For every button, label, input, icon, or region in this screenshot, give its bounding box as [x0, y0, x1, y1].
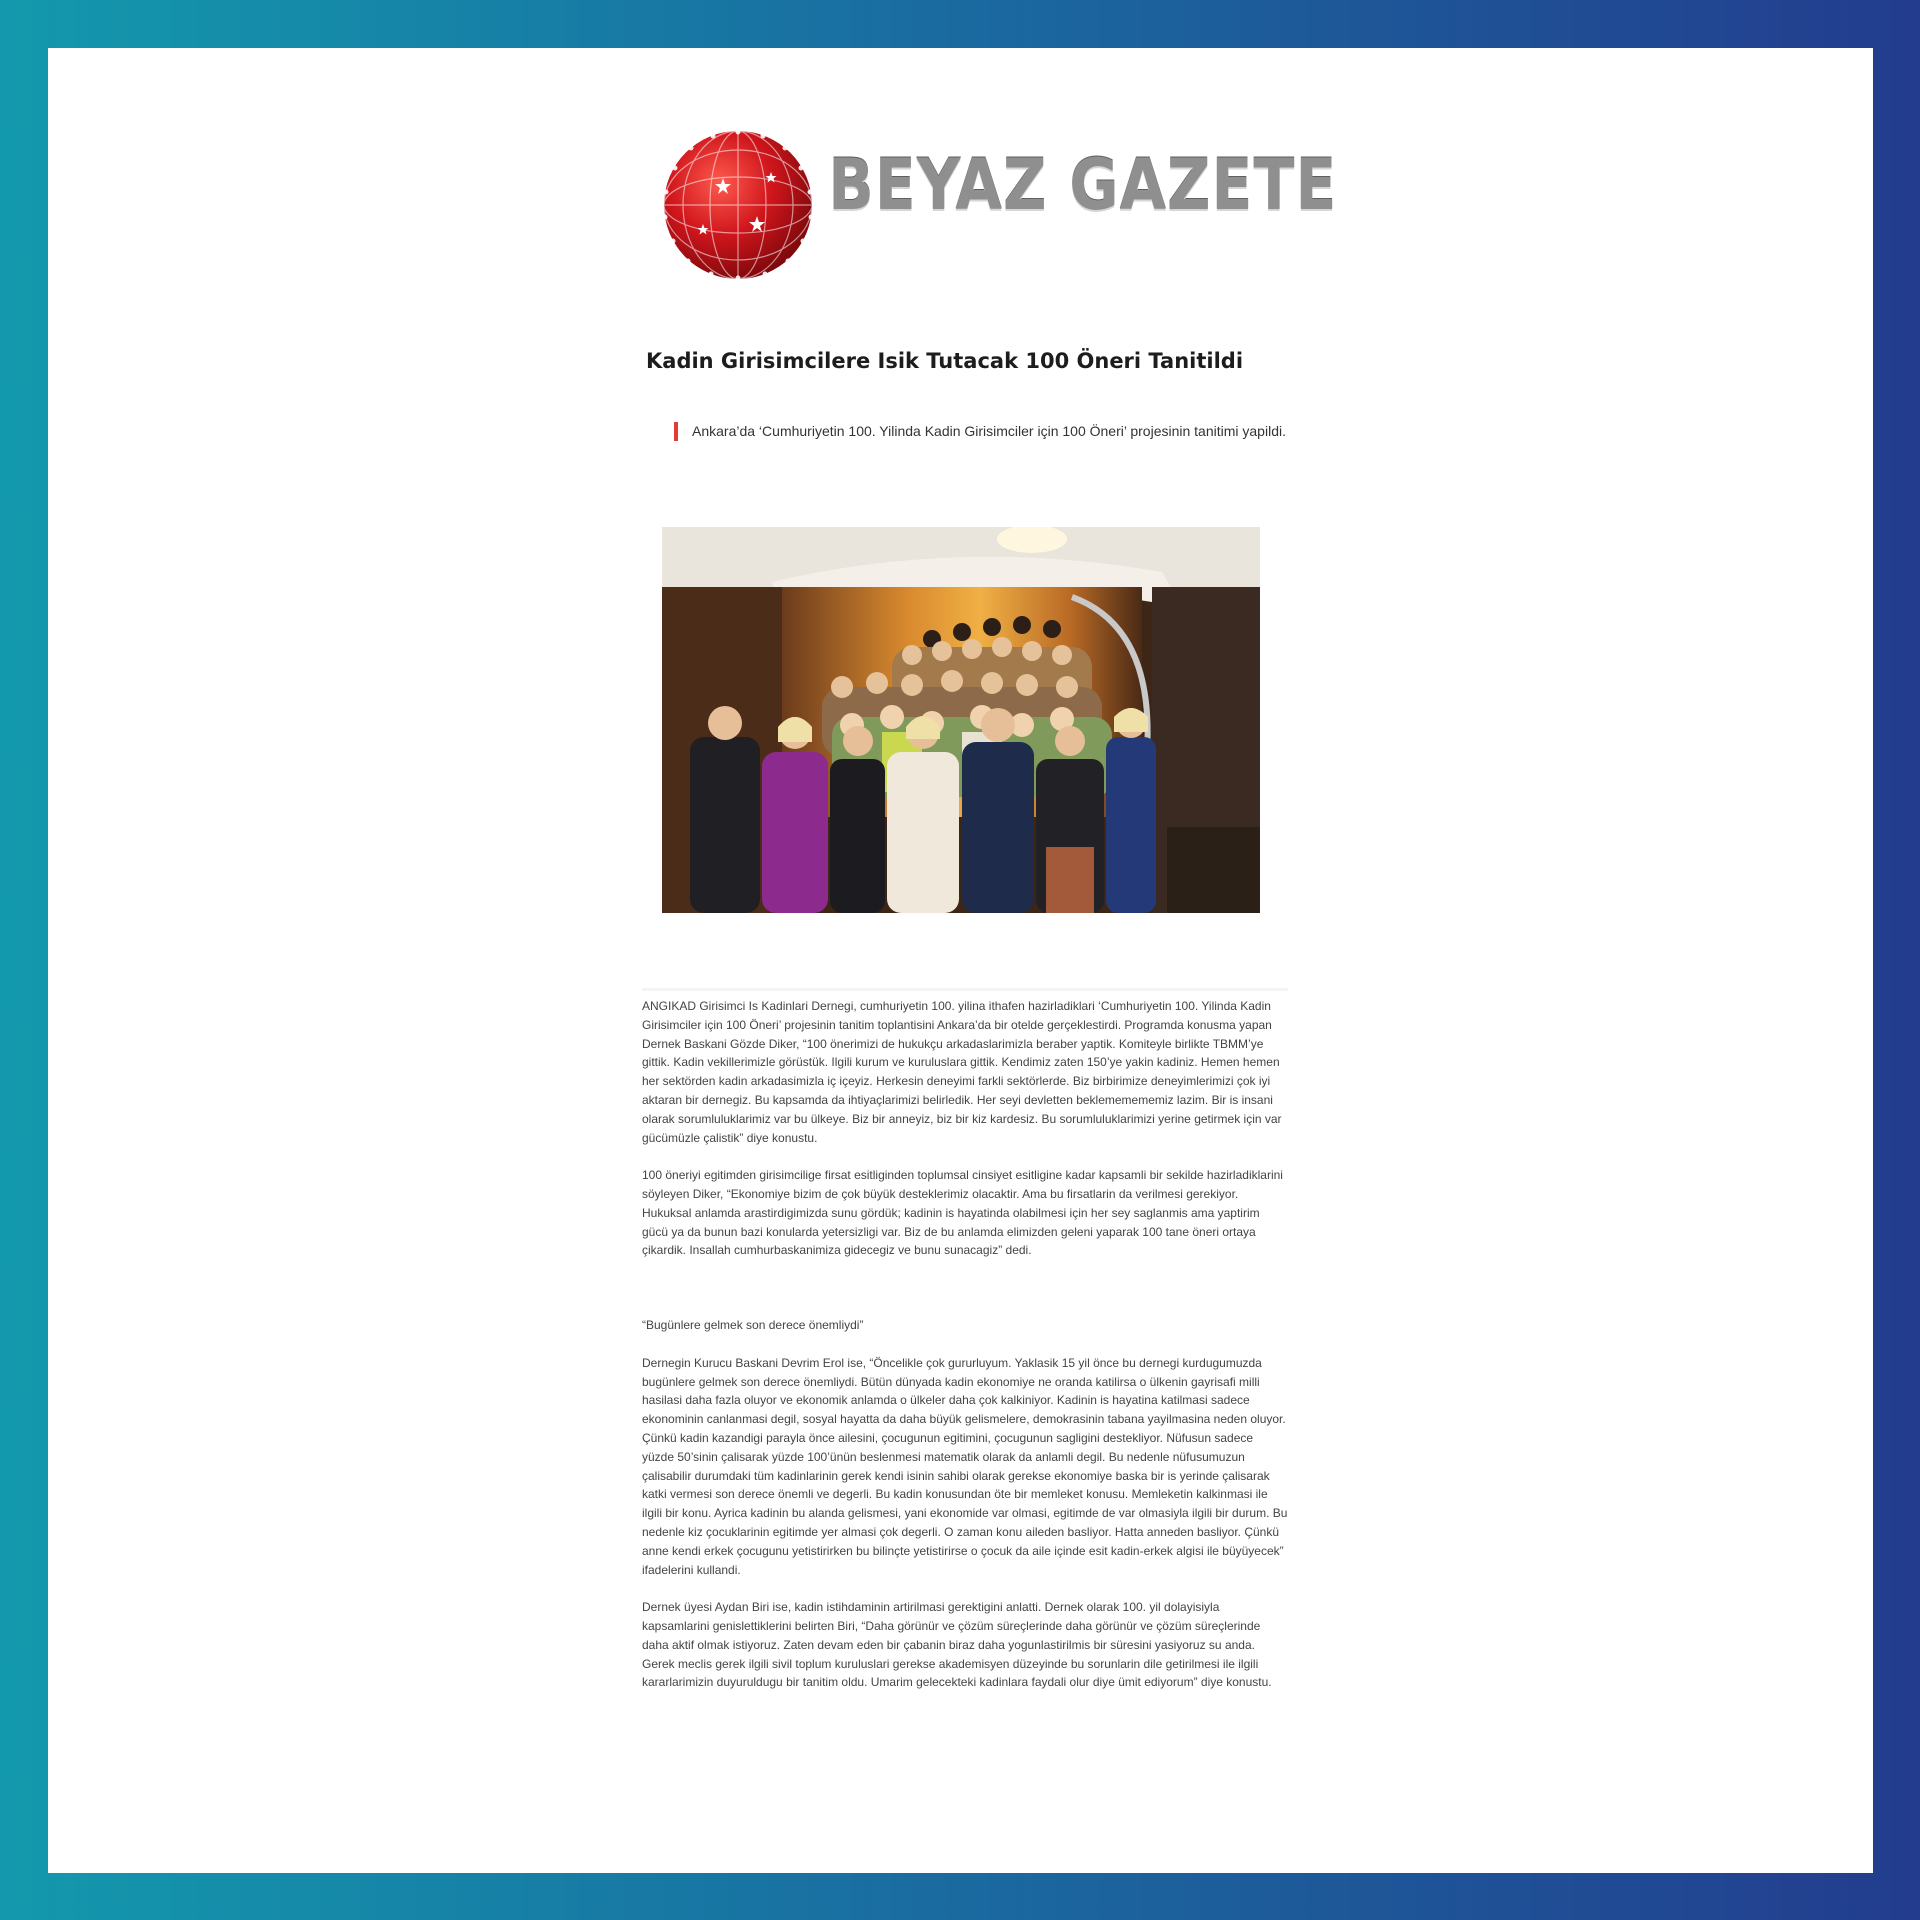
article-paragraph: ANGIKAD Girisimci Is Kadinlari Dernegi, cumhuriyetin 100. yilina ithafen hazirladiklari ‘Cumhuriyetin 100. Yilinda Kadin Girisimciler için 100 Öneri’ projesinin tanitim toplantisini Ankara’da bir otelde gerçeklestirdi. Programda konusma yapan Dernek Baskani Gözde Diker, “100 önerimizi de hukukçu arkadaslarimizla beraber yaptik. Komiteyle birlikte TBMM’ye gittik. Kadin vekillerimizle görüstük. Ilgili kurum ve kuruluslara gittik. Kendimiz zaten 150’ye yakin kadiniz. Hemen hemen her sektörden kadin arkadasimizla iç içeyiz. Herkesin deneyimi farkli sektörlerde. Biz birbirimize deneyimlerimizi çok iyi aktaran bir dernegiz. Bu kapsamda da ihtiyaçlarimizi belirledik. Her seyi devletten beklememememiz lazim. Bir is insani olarak sorumluluklarimiz var bu ülkeye. Biz bir anneyiz, biz bir kiz kardesiz. Bu sorumluluklarimizi yerine getirmek için var gücümüzle çalistik” diye konustu.: [642, 999, 1282, 1145]
article-clipping: [48, 48, 1873, 1873]
article-paragraph: Dernek üyesi Aydan Biri ise, kadin istihdaminin artirilmasi gerektigini anlatti. Dernek olarak 100. yil dolayisiyla kapsamlarini genislettiklerini belirten Biri, “Daha görünür ve çözüm süreçlerinde daha görünür ve çözüm süreçlerinde daha aktif olmak istiyoruz. Zaten devam eden bir çabanin biraz daha yogunlastirilmis bir süresini yasiyoruz su anda. Gerek meclis gerek ilgili sivil toplum kuruluslari gerekse akademisyen düzeyinde bu sorunlarin dile getirilmesi ile ilgili kararlarimizin duyuruldugu bir tanitim oldu. Umarim gelecekteki kadinlara faydali olur diye ümit ediyorum” diye konustu.: [642, 1600, 1272, 1690]
article-paragraph: 100 öneriyi egitimden girisimcilige firsat esitliginden toplumsal cinsiyet esitligine kadar kapsamli bir sekilde hazirladiklarini söyleyen Diker, “Ekonomiye bizim de çok büyük desteklerimiz olacaktir. Ama bu firsatlarin da verilmesi gerekiyor. Hukuksal anlamda arastirdigimizda sunu gördük; kadinin is hayatinda olabilmesi için her sey saglanmis ama yaptirim gücü ya da bunun bazi konularda yetersizligi var. Biz de bu anlamda elimizden geleni yaparak 100 tane öneri ortaya çikardik. Insallah cumhurbaskanimiza gidecegiz ve bunu sunacagiz” dedi.: [642, 1168, 1283, 1258]
newspaper-logo: [653, 120, 1338, 290]
article-body: [642, 988, 1288, 1711]
article-paragraph: Dernegin Kurucu Baskani Devrim Erol ise, “Öncelikle çok gururluyum. Yaklasik 15 yil önce bu dernegi kurdugumuzda bugünlere gelmek son derece önemliydi. Bütün dünyada kadin ekonomiye ne oranda katilirsa o ülkenin gayrisafi milli hasilasi daha fazla oluyor ve ekonomik anlamda o ülkeler daha çok kalkiniyor. Kadinin is hayatina katilmasi sadece ekonominin canlanmasi degil, sosyal hayatta da daha büyük gelismelere, demokrasinin tabana yayilmasina neden oluyor. Çünkü kadin kazandigi parayla önce ailesini, çocugunun egitimini, çocugunun sagligini destekliyor. Nüfusun sadece yüzde 50’sinin çalisarak yüzde 100’ünün beslenmesi matematik olarak da anlamli degil. Bu nedenle nüfusumuzun çalisabilir durumdaki tüm kadinlarinin gerek kendi isinin sahibi olarak gerekse ekonomiye baska bir is yerinde çalisarak katki vermesi son derece önemli ve degerli. Bu kadin konusundan öte bir memleket konusu. Memleketin kalkinmasi ile ilgili bir konu. Ayrica kadinin bu alanda gelismesi, yani ekonomide var olmasi, egitimde de var olmasiyla ilgili bir durum. Bu nedenle kiz çocuklarinin egitimde yer almasi çok degerli. O zaman konu aileden basliyor. Hatta anneden basliyor. Çünkü anne kendi erkek çocugunu yetistirirken bu bilinçte yetistirirse o çocuk da aile içinde esit kadin-erkek algisi ile büyüyecek” ifadelerini kullandi.: [642, 1355, 1288, 1577]
article-photo: [662, 527, 1260, 913]
article-headline: Kadin Girisimcilere Isik Tutacak 100 Öneri Tanitildi: [646, 349, 1244, 373]
logo-wordmark: BEYAZ GAZETE: [828, 144, 1338, 226]
logo-sphere-icon: [653, 120, 823, 290]
article-lead: Ankara’da ‘Cumhuriyetin 100. Yilinda Kadin Girisimciler için 100 Öneri’ projesinin tanitimi yapildi.: [674, 422, 1292, 441]
article-subheading: “Bugünlere gelmek son derece önemliydi”: [642, 1318, 864, 1333]
